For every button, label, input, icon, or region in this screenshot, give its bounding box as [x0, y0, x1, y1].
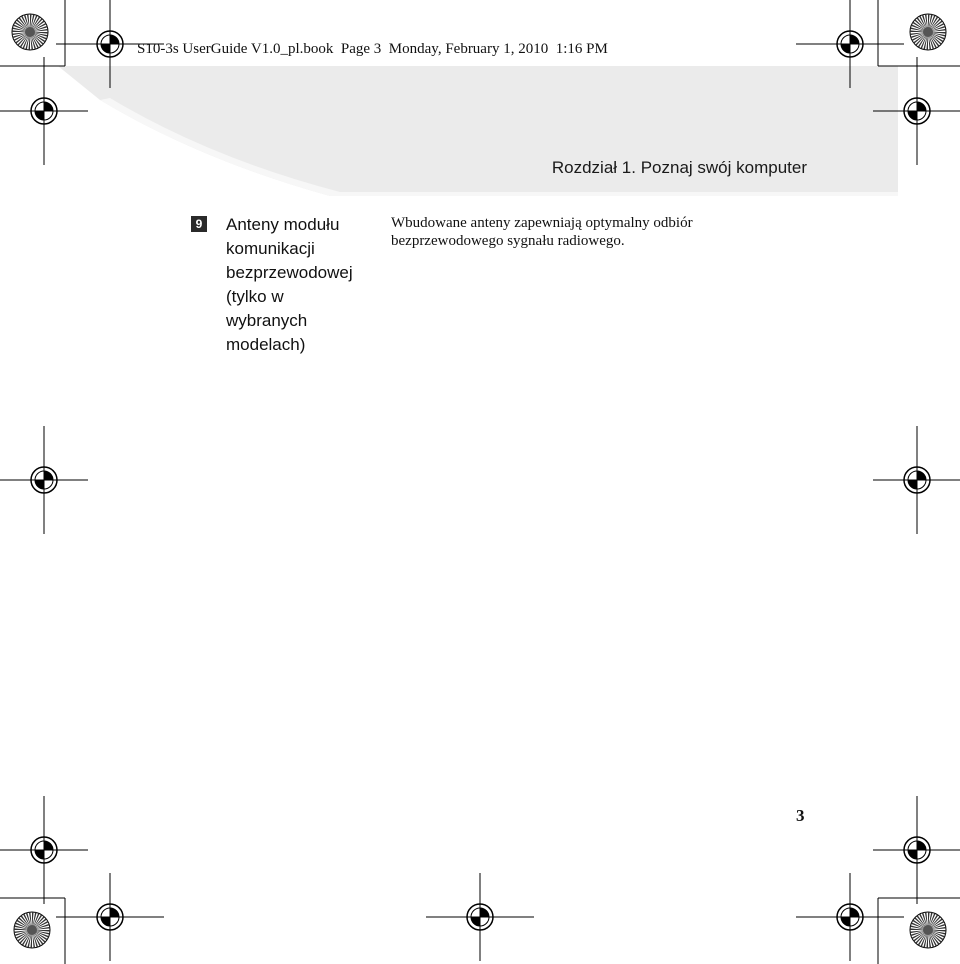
starburst-mark-icon — [910, 14, 946, 50]
chapter-title: Rozdział 1. Poznaj swój komputer — [551, 158, 807, 177]
feature-name-line: Anteny modułu — [226, 215, 340, 234]
feature-description — [391, 214, 791, 250]
feature-name-line: komunikacji — [226, 239, 315, 258]
feature-name-line: bezprzewodowej — [226, 263, 353, 282]
registration-mark-icon — [426, 873, 534, 961]
feature-name — [226, 213, 376, 357]
feature-description-line: bezprzewodowego sygnału radiowego. — [391, 233, 625, 249]
registration-mark-icon — [56, 873, 164, 961]
registration-mark-icon — [873, 796, 960, 904]
feature-name-line: modelach) — [226, 335, 306, 354]
registration-mark-icon — [796, 873, 904, 961]
feature-description-line: Wbudowane anteny zapewniają optymalny odbiór — [391, 215, 693, 231]
print-slug: S10-3s UserGuide V1.0_pl.book Page 3 Monday, February 1, 2010 1:16 PM — [137, 41, 608, 57]
feature-name-line: (tylko w — [226, 287, 284, 306]
page-number: 3 — [796, 806, 805, 825]
starburst-mark-icon — [910, 912, 946, 948]
feature-name-line: wybranych — [226, 311, 308, 330]
registration-mark-icon — [0, 796, 88, 904]
registration-mark-icon — [873, 426, 960, 534]
item-number-badge: 9 — [191, 216, 207, 232]
registration-mark-icon — [0, 426, 88, 534]
starburst-mark-icon — [14, 912, 50, 948]
starburst-mark-icon — [12, 14, 48, 50]
